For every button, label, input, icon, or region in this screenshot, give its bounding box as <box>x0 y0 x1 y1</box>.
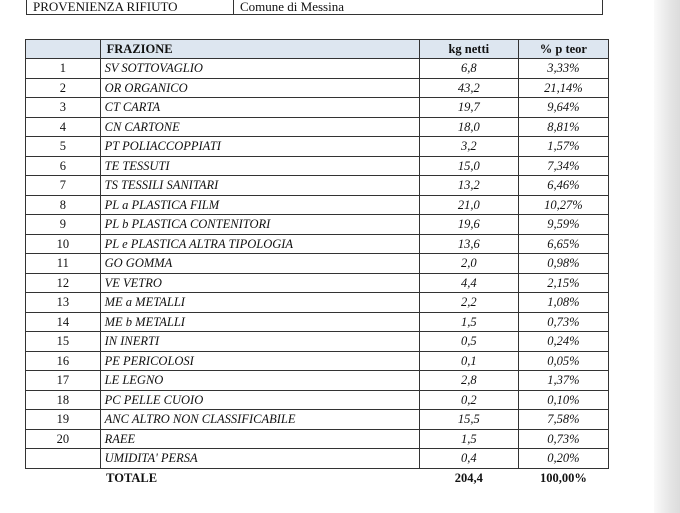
row-kg: 3,2 <box>419 137 518 157</box>
row-percent: 21,14% <box>518 78 608 98</box>
row-fraction: PL b PLASTICA CONTENITORI <box>100 215 419 235</box>
row-percent: 0,05% <box>518 351 608 371</box>
row-index: 18 <box>26 390 101 410</box>
table-row <box>26 234 609 254</box>
table-row <box>26 176 609 196</box>
header-percent: % p teor <box>518 40 608 59</box>
row-percent: 9,59% <box>518 215 608 235</box>
total-kg: 204,4 <box>454 471 483 485</box>
row-fraction: IN INERTI <box>100 332 419 352</box>
table-row <box>26 429 609 449</box>
row-kg: 2,0 <box>419 254 518 274</box>
row-percent: 1,57% <box>518 137 608 157</box>
row-percent: 8,81% <box>518 117 608 137</box>
provenance-label: PROVENIENZA RIFIUTO <box>27 0 234 14</box>
row-index: 9 <box>26 215 101 235</box>
table-row <box>26 117 609 137</box>
row-index: 16 <box>26 351 101 371</box>
row-index: 13 <box>26 293 101 313</box>
total-row <box>26 468 609 488</box>
row-kg: 0,4 <box>419 449 518 469</box>
row-index: 14 <box>26 312 101 332</box>
row-index: 20 <box>26 429 101 449</box>
row-index: 8 <box>26 195 101 215</box>
row-percent: 9,64% <box>518 98 608 118</box>
provenance-row <box>26 0 603 15</box>
provenance-value: Comune di Messina <box>240 0 344 14</box>
row-percent: 6,65% <box>518 234 608 254</box>
row-kg: 6,8 <box>419 59 518 79</box>
row-kg: 0,5 <box>419 332 518 352</box>
row-index: 1 <box>26 59 101 79</box>
row-index: 19 <box>26 410 101 430</box>
row-percent: 10,27% <box>518 195 608 215</box>
row-index: 10 <box>26 234 101 254</box>
total-label: TOTALE <box>106 471 158 485</box>
row-fraction: PE PERICOLOSI <box>100 351 419 371</box>
row-index: 3 <box>26 98 101 118</box>
row-percent: 0,10% <box>518 390 608 410</box>
table-row <box>26 156 609 176</box>
row-percent: 1,37% <box>518 371 608 391</box>
row-fraction: LE LEGNO <box>100 371 419 391</box>
row-fraction: UMIDITA' PERSA <box>100 449 419 469</box>
row-percent: 7,58% <box>518 410 608 430</box>
row-percent: 2,15% <box>518 273 608 293</box>
row-fraction: ME b METALLI <box>100 312 419 332</box>
row-index: 6 <box>26 156 101 176</box>
table-row <box>26 410 609 430</box>
row-fraction: ME a METALLI <box>100 293 419 313</box>
row-kg: 4,4 <box>419 273 518 293</box>
row-fraction: PL a PLASTICA FILM <box>100 195 419 215</box>
row-kg: 18,0 <box>419 117 518 137</box>
row-kg: 0,1 <box>419 351 518 371</box>
header-kg: kg netti <box>419 40 518 59</box>
row-percent: 7,34% <box>518 156 608 176</box>
row-kg: 19,7 <box>419 98 518 118</box>
table-row <box>26 390 609 410</box>
table-row <box>26 449 609 469</box>
row-index: 7 <box>26 176 101 196</box>
table-row <box>26 332 609 352</box>
row-fraction: RAEE <box>100 429 419 449</box>
row-kg: 13,6 <box>419 234 518 254</box>
row-percent: 0,73% <box>518 429 608 449</box>
row-fraction: GO GOMMA <box>100 254 419 274</box>
row-kg: 43,2 <box>419 78 518 98</box>
row-kg: 1,5 <box>419 312 518 332</box>
row-fraction: OR ORGANICO <box>100 78 419 98</box>
table-row <box>26 273 609 293</box>
row-kg: 19,6 <box>419 215 518 235</box>
row-fraction: VE VETRO <box>100 273 419 293</box>
row-kg: 15,5 <box>419 410 518 430</box>
row-percent: 6,46% <box>518 176 608 196</box>
row-kg: 13,2 <box>419 176 518 196</box>
row-index: 5 <box>26 137 101 157</box>
row-index: 11 <box>26 254 101 274</box>
row-index: 2 <box>26 78 101 98</box>
page-edge-shadow <box>654 0 680 513</box>
total-percent: 100,00% <box>539 471 587 485</box>
waste-fractions-table <box>25 39 609 488</box>
row-fraction: PL e PLASTICA ALTRA TIPOLOGIA <box>100 234 419 254</box>
table-row <box>26 78 609 98</box>
row-fraction: TE TESSUTI <box>100 156 419 176</box>
row-percent: 0,24% <box>518 332 608 352</box>
row-percent: 0,73% <box>518 312 608 332</box>
row-fraction: TS TESSILI SANITARI <box>100 176 419 196</box>
row-index: 17 <box>26 371 101 391</box>
header-fraction: FRAZIONE <box>100 40 419 59</box>
row-index: 15 <box>26 332 101 352</box>
row-kg: 21,0 <box>419 195 518 215</box>
table-row <box>26 195 609 215</box>
table-row <box>26 254 609 274</box>
row-percent: 0,20% <box>518 449 608 469</box>
row-fraction: PT POLIACCOPPIATI <box>100 137 419 157</box>
row-fraction: CN CARTONE <box>100 117 419 137</box>
row-kg: 15,0 <box>419 156 518 176</box>
row-fraction: ANC ALTRO NON CLASSIFICABILE <box>100 410 419 430</box>
row-index <box>26 449 101 469</box>
row-percent: 0,98% <box>518 254 608 274</box>
table-row <box>26 59 609 79</box>
table-row <box>26 312 609 332</box>
table-row <box>26 215 609 235</box>
table-row <box>26 137 609 157</box>
table-header-row <box>26 40 609 59</box>
table-row <box>26 351 609 371</box>
row-index: 4 <box>26 117 101 137</box>
row-kg: 2,8 <box>419 371 518 391</box>
row-percent: 3,33% <box>518 59 608 79</box>
table-row <box>26 293 609 313</box>
row-fraction: CT CARTA <box>100 98 419 118</box>
header-index <box>26 40 101 59</box>
row-fraction: SV SOTTOVAGLIO <box>100 59 419 79</box>
row-percent: 1,08% <box>518 293 608 313</box>
row-kg: 0,2 <box>419 390 518 410</box>
row-kg: 1,5 <box>419 429 518 449</box>
row-index: 12 <box>26 273 101 293</box>
row-kg: 2,2 <box>419 293 518 313</box>
total-spacer <box>26 468 101 488</box>
table-row <box>26 371 609 391</box>
table-row <box>26 98 609 118</box>
row-fraction: PC PELLE CUOIO <box>100 390 419 410</box>
